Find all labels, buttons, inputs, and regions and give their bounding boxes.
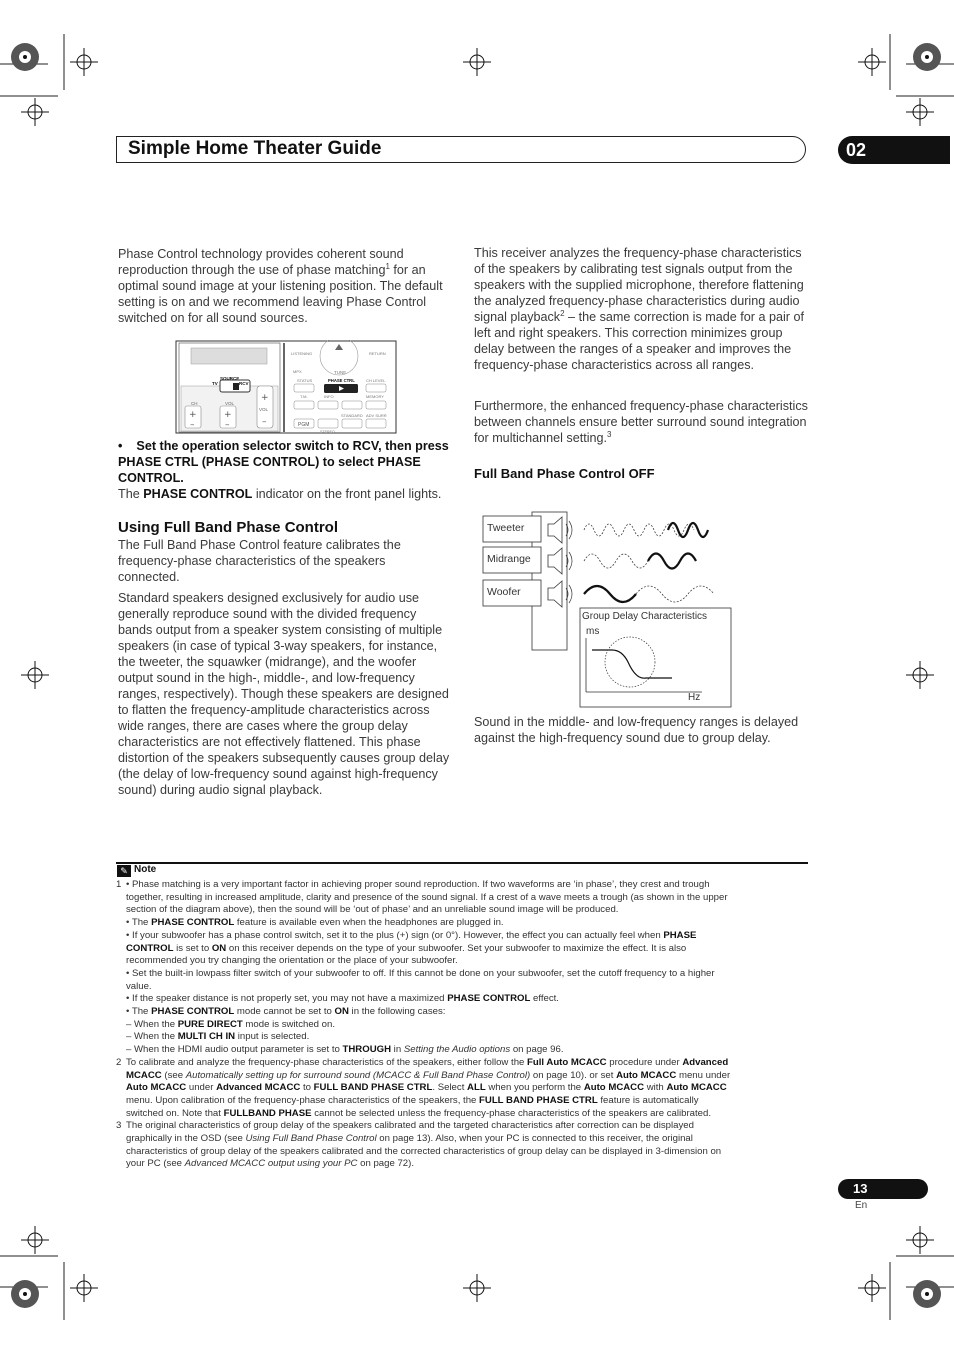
remote-stereo-label: STEREO — [320, 430, 335, 434]
step-bullet: • — [118, 439, 123, 453]
svg-text:–: – — [190, 420, 195, 430]
note-label: ✎ Note — [117, 864, 156, 877]
graph-y-unit: ms — [586, 626, 600, 637]
remote-rcv-label: RCV — [239, 381, 249, 386]
footnote-ref-3: 3 — [607, 429, 612, 439]
note-pencil-icon: ✎ — [117, 865, 131, 877]
remote-source-label: SOURCE — [220, 376, 240, 381]
phase-diagram — [480, 510, 736, 710]
woofer-wave-solid — [584, 586, 636, 602]
remote-ch-label: CH — [191, 401, 198, 406]
note-divider — [116, 862, 808, 864]
remote-control-illustration — [175, 340, 397, 434]
svg-text:–: – — [262, 417, 267, 427]
footnote-1: 1 • Phase matching is a very important factor in achieving proper sound reproduction. If two waveforms are ‘in phase’, they crest and trough together, resulting in increased amplitude, clarity and presence of the sound signal. If a crest of a wave meets a trough (as shown in the upper section of the diagram above), then the sound will be ‘out of phase’ and an unreliable sound image will be produced. • The PHASE CONTROL feature is available even when the headphones are plugged in. • If your subwoofer has a phase control switch, set it to the plus (+) sign (or 0°). However, the effect you can actually feel when PHASE CONTROL is set to ON on this receiver depends on the type of your subwoofer. Set your subwoofer to maximize the effect. It is also recommended you try changing the orientation or the place of your subwoofer. • Set the built-in lowpass filter switch of your subwoofer to off. If this cannot be done on your subwoofer, set the cutoff frequency to a higher value. • If the speaker distance is not properly set, you may not have a maximized PHASE CONTROL effect. • The PHASE CONTROL mode cannot be set to ON in the following cases: – When the PURE DIRECT mode is switched on. – When the MULTI CH IN input is selected. – When the HDMI audio output parameter is set to THROUGH in Setting the Audio options on page 96. — [116, 879, 728, 1056]
graph-title: Group Delay Characteristics — [582, 611, 708, 622]
section-heading: Using Full Band Phase Control — [118, 519, 339, 536]
remote-tune-label: TUNE — [334, 370, 347, 375]
section-paragraph-1: The Full Band Phase Control feature calibrates the frequency-phase characteristics of the speakers connected. — [118, 538, 401, 584]
midrange-label: Midrange — [487, 553, 531, 565]
svg-text:+: + — [189, 410, 197, 420]
remote-vol-label: VOL — [225, 401, 235, 406]
remote-memory-label: MEMORY — [366, 394, 384, 399]
woofer-wave-dashed — [636, 586, 714, 602]
footnotes — [116, 879, 816, 1171]
graph-x-unit: Hz — [688, 692, 701, 703]
remote-adv-surr-label: ADV SURR — [366, 413, 387, 418]
remote-return-label: RETURN — [369, 351, 386, 356]
remote-standard-label: STANDARD — [341, 413, 363, 418]
section-paragraph-2: Standard speakers designed exclusively for audio use generally reproduce sound with the divided frequency bands output from a speaker system consisting of multiple speakers (in case of typical 3-way speakers, for instance, the tweeter, the squawker (midrange), and the woofer output sound in the high-, middle-, and low-frequency ranges, respectively). Though these speakers are designed to flatten the frequency-amplitude characteristics across wide ranges, there are cases where the group delay characteristics are not effectively flattened. This phase distortion of the speakers subsequently causes group delay (the delay of low-frequency sound against high-frequency sound) during audio signal playback. — [118, 591, 450, 797]
remote-info-label: INFO — [324, 394, 334, 399]
speaker-icons — [548, 517, 562, 607]
diagram-caption: Sound in the middle- and low-frequency ranges is delayed against the high-frequency sound due to group delay. — [474, 715, 799, 745]
step-result-note: The PHASE CONTROL indicator on the front panel lights. — [118, 487, 442, 501]
svg-text:–: – — [225, 420, 230, 430]
remote-tv-label: TV — [212, 381, 218, 386]
remote-vol2-label: VOL — [259, 407, 269, 412]
svg-text:+: + — [224, 410, 232, 420]
page-number: 13 — [838, 1179, 928, 1199]
remote-listening-label: LISTENING — [291, 351, 313, 356]
woofer-label: Woofer — [487, 586, 521, 598]
intro-paragraph: Phase Control technology provides coherent sound reproduction through the use of phase matching$^1$ for an optimal sound image at your listening position. The default setting is on and we recommend leaving Phase Control switched on for all sound sources. — [118, 247, 443, 325]
page-language: En — [855, 1200, 868, 1211]
footnote-ref-2: 2 — [560, 308, 565, 318]
midrange-wave-solid — [648, 554, 696, 569]
remote-status-label: STATUS — [297, 378, 313, 383]
footnote-2: 2 To calibrate and analyze the frequency-phase characteristics of the speakers, either follow the Full Auto MCACC procedure under Advanced MCACC (see Automatically setting up for surround sound (MCACC & Full Band Phase Control) on page 10). or set Auto MCACC menu under Auto MCACC under Advanced MCACC to FULL BAND PHASE CTRL. Select ALL when you perform the Auto MCACC with Auto MCACC menu. Upon calibration of the frequency-phase characteristics of the speakers, the FULL BAND PHASE CTRL feature is automatically switched on. Note that FULLBAND PHASE cannot be selected unless the frequency-phase characteristics of the speakers are calibrated. — [116, 1056, 731, 1119]
diagram-heading: Full Band Phase Control OFF — [474, 466, 655, 481]
right-paragraph-2: Furthermore, the enhanced frequency-phase characteristics between channels ensure better surround sound integration for multichannel setting.$^3$ — [474, 399, 808, 445]
right-paragraph-1: This receiver analyzes the frequency-phase characteristics of the speakers by calibrating test signals output from the speakers with the supplied microphone, therefore flattening the analyzed frequency-phase characteristics during audio signal playback$^2$ – the same correction is made for a pair of left and right speakers. This correction minimizes group delay between the ranges of a speaker and improves the frequency-phase characteristics across all ranges. — [474, 246, 804, 372]
step-instruction: • Set the operation selector switch to RCV, then press PHASE CTRL (PHASE CONTROL) to select PHASE CONTROL. — [118, 439, 449, 485]
remote-tm-label: T.M. — [300, 394, 308, 399]
remote-ch-level-label: CH LEVEL — [366, 378, 386, 383]
footnote-ref-1: 1 — [385, 261, 390, 271]
remote-mpx-label: MPX — [293, 369, 302, 374]
tweeter-label: Tweeter — [487, 522, 525, 534]
svg-text:+: + — [261, 393, 269, 403]
remote-pgm-label: PGM — [298, 422, 310, 428]
chapter-number-tab: 02 — [838, 136, 950, 164]
remote-phase-ctrl-label: PHASE CTRL — [328, 378, 355, 383]
page-title: Simple Home Theater Guide — [128, 138, 382, 159]
footnote-3: 3 The original characteristics of group delay of the speakers calibrated and the targeted characteristics after correction can be displayed graphically in the OSD (see Using Full Band Phase Control on page 13). Also, when your PC is connected to this receiver, the original characteristics of group delay of the speakers calibrated and the corrected characteristics of group delay can be displayed in 3-dimension on your PC (see Advanced MCACC output using your PC on page 72). — [116, 1120, 722, 1170]
